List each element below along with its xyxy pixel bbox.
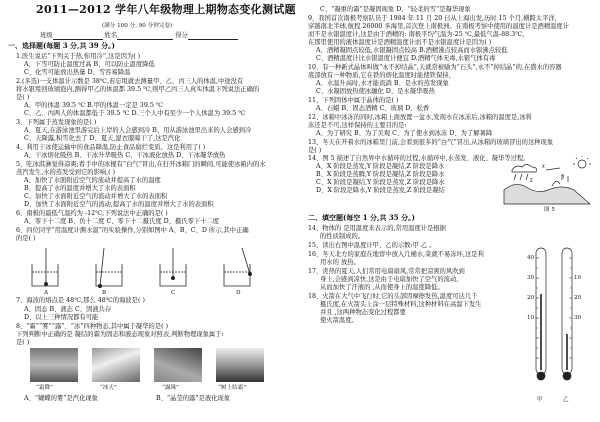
fill-question-18-cont: 摄氏度,在火箭头上涂一层特殊材料,这种材料在高温下发生 bbox=[320, 301, 482, 308]
question-13: 12、冰箱中冰冻的同时,冰箱上面放置一盆水,发现水在冰冻后,冰箱的温度是,冰将 bbox=[308, 114, 532, 121]
question-9-option-b: B、“晶莹的露”是液化现象 bbox=[156, 395, 231, 402]
photo-caption-1: “霜降” bbox=[36, 385, 53, 391]
question-5-option-d: D、加快了水面附近空气的流动,提高了水的温度并增大了水的表面积 bbox=[24, 201, 214, 208]
name-field[interactable] bbox=[117, 33, 173, 40]
question-4-options: A、干冰熔化吸热 B、干冰升华吸热 C、干冰液化放热 D、干冰凝华放热 bbox=[24, 152, 226, 159]
fill-question-17-cont2: 从而加快了汗液的 ,从而使身上的温度降低。 bbox=[320, 284, 444, 291]
fill-question-17-cont: 身上,会感到凉快,这是由于电扇加快了空气的流动, bbox=[320, 276, 459, 283]
question-15-option-c: C、X 阶段是凝结,Y 阶段是蒸发,Z 阶段是降水 bbox=[316, 179, 445, 186]
therm-b-tick-1: 10 bbox=[574, 275, 582, 281]
fill-question-18: 18、火箭在大气中飞行时,它的头部因摩擦发热,温度可达几千 bbox=[308, 293, 478, 300]
photo-frost bbox=[30, 348, 78, 382]
exam-title: 2011—2012 学年八年级物理上期物态变化测试题 bbox=[36, 3, 296, 16]
question-6-options: A、零下十二度 B、负十二度 C、零下十二摄氏度 D、摄氏零下十二度 bbox=[24, 218, 220, 225]
question-9-cont: 下列判断中正确的是 凝结的霜为固态和液态现象对照表,判断物理现象属于: bbox=[16, 331, 224, 338]
figure-label-d: D bbox=[236, 290, 241, 296]
therm-b-tick-2: 20 bbox=[574, 295, 582, 301]
student-info-line bbox=[40, 32, 238, 40]
question-15: 14、图 5 描述了自然界中水循环的过程,水循环中,水蒸发、液化、凝华等过程, bbox=[308, 155, 526, 162]
question-8-options-abc: A、固态 B、液态 C、固液共存 bbox=[24, 306, 112, 313]
photo-ice bbox=[92, 348, 140, 382]
question-2-cont: 将水银甩回玻璃泡内,测得甲乙的体温都 39.5 ℃,则甲乙丙三人真实体温下列说法正确的 bbox=[16, 86, 260, 93]
question-11-cont: 底部放有一种物质,它在铁的熔化温度时能使铁保持, bbox=[308, 72, 451, 79]
score-label: 得分 bbox=[175, 32, 188, 39]
question-12-options: A、石蜡 B、固态酒精 C、玻璃 D、松香 bbox=[316, 105, 430, 112]
question-2: 2.(多选)一支体温计示数是 38℃,若忘甩就去测量甲、乙、丙三人的体温,中途没有 bbox=[16, 78, 244, 85]
photo-caption-2: “冰天” bbox=[100, 385, 117, 391]
figure-label-c: C bbox=[171, 290, 176, 296]
question-1-options-cd: C、化雪可能放出热量 D、雪容易降温 bbox=[24, 69, 131, 76]
question-12: 11、下列固体中属于晶体的是( ) bbox=[308, 97, 399, 104]
question-13-options: A、为了研究 B、为了美观 C、为了使水到冰冻 D、为了解暑降 bbox=[316, 130, 493, 137]
question-9-cont2: 是( ) bbox=[16, 339, 30, 346]
fill-question-14-cont: 的性质制成的。 bbox=[320, 233, 365, 240]
therm-a-tick-3: 20 bbox=[527, 295, 535, 301]
question-9: 8、“霜”“雾”“露”、“冰”四种物态,其中属于凝华的是( ) bbox=[16, 323, 169, 330]
class-field[interactable] bbox=[53, 33, 103, 40]
question-10: 9、我国首次南极考察队员于 1984 年 11 月 20 日从上海出发,历时 15 个月,横跨太平洋, bbox=[308, 15, 557, 22]
therm-a-tick-1: 40 bbox=[527, 255, 535, 261]
question-7: 6、四位同学“用温度计测水温”的实验操作,分别如图中 A、B、C、D 所示,其中正确 bbox=[16, 227, 249, 234]
question-11-options-cd: C、水凝固放热使冰融化 D、是水凝华吸热 bbox=[316, 88, 435, 95]
therm-b-tick-3: 30 bbox=[574, 315, 582, 321]
name-label: 姓名 bbox=[104, 32, 118, 39]
question-2-options-cd: C、乙、丙两人的体温都低于 39.5 ℃ D.三个人中有至少一个人体温为 39.5 ℃ bbox=[24, 110, 246, 117]
section-1-heading: 一、选择题(每题 3 分,共 39 分。) bbox=[8, 41, 115, 50]
question-2-options-ab: A、甲的体温 39.5 ℃ B.甲的体温一定是 39.5 ℃ bbox=[24, 102, 163, 109]
question-8-option-d: D、以上三种情况都有可能 bbox=[24, 314, 99, 321]
question-1: 1.医生说话“下列关于热,你用冷”,这是因为( ) bbox=[16, 53, 141, 60]
question-3-options-ab: A、夏天,在游泳池里游完后上岸的人会感到冷 B、用从游泳池里出来的人会感到冷 bbox=[24, 127, 252, 134]
question-15-option-d: D、X 阶段是降水,Y 阶段是蒸发,Z 阶段是凝结 bbox=[316, 187, 445, 194]
question-9-option-a: A、“蝴蝶的雾”是汽化现象 bbox=[24, 395, 98, 402]
section-2-heading: 二、填空题(每空 1 分,共 35 分。) bbox=[308, 213, 415, 222]
question-3: 3、下列属于蒸发现象的是( ) bbox=[16, 119, 97, 126]
svg-text:Y: Y bbox=[562, 174, 565, 179]
fill-question-14: 14、物体的 是用温度来表示的,常用温度计是根据 bbox=[308, 225, 446, 232]
photo-caption-4: “树上结霜” bbox=[218, 385, 247, 391]
question-10-cont2: 而不是水银温度计,这是由于酒精的: 南极平均气温为-25 ℃,最低气温-88.3℃, bbox=[308, 31, 525, 38]
question-5-cont: 蒸汽发生,水的蒸发受到它的影响,( ) bbox=[16, 169, 116, 176]
question-10-options-cd: C、酒精温度计比水银温度计便宜 D.酒精气体无毒,水银气体有毒 bbox=[316, 55, 496, 62]
photo-dew bbox=[154, 348, 202, 382]
photo-caption-3: “露珠” bbox=[162, 385, 179, 391]
question-14: 13、冬天在开着水的冰箱里门前,会看到很多的“白气”冒出,从冰箱的玻璃冒出的这种现象 bbox=[308, 139, 554, 146]
svg-text:X: X bbox=[542, 164, 545, 169]
question-4: 4、利用干冰使运输中的食品降温,防止食品腐烂变质。这是利用了( ) bbox=[16, 144, 206, 151]
therm-a-tick-2: 30 bbox=[527, 275, 535, 281]
question-10-options-ab: A、酒精凝固点较低,水银凝固点较高 B.酒精沸点较高而水银沸点较低 bbox=[316, 47, 508, 54]
question-11: 10、有一种新式晶体叫做“永不掉结晶”,天就常被喻为“石头”,永不“掉结晶”的,在盛水的容器 bbox=[308, 64, 562, 71]
figure-5-label: 图 5 bbox=[544, 207, 555, 213]
question-2-cont2: 是( ) bbox=[16, 94, 30, 101]
water-cycle-figure bbox=[502, 156, 594, 206]
question-1-options-ab: A、下雪可防止温度过高 B、可以防止温度降低 bbox=[24, 61, 155, 68]
therm-a-tick-4: 10 bbox=[527, 315, 535, 321]
question-10-cont3: 在那里使用的液体温度计是酒精温度计而不是水银温度计是因为( ) bbox=[308, 39, 492, 46]
question-5: 5、吃冰淇淋觉得凉爽;看手中的冰棍有“白气”冒出,在打开冰箱门的瞬间,可能使冰箱内的水 bbox=[16, 161, 266, 168]
question-13-cont: 冻还是不可,这样保持的主要目的是: bbox=[308, 122, 407, 129]
question-5-option-b: B、提高了水的温度并增大了水的表面积 bbox=[24, 185, 136, 192]
question-15-option-b: B、X 阶段是蒸腾,Y 阶段是凝结,Z 阶段是降水 bbox=[316, 171, 445, 178]
question-7-cont: 的是( ) bbox=[16, 235, 36, 242]
thermometer-usage-figure bbox=[24, 244, 284, 296]
question-9-options-cd: C、“凝重的霜”是凝固现象 D、“轻柔的雪”是凝华现象 bbox=[320, 6, 471, 13]
figure-label-b: B bbox=[102, 290, 107, 296]
therm-label-b: 乙 bbox=[563, 397, 569, 403]
fill-question-15: 15、读出右图中温度计甲、乙的示数:甲 乙 。 bbox=[308, 242, 436, 249]
fill-question-16-cont: 用水的 放热。 bbox=[320, 259, 360, 266]
fill-question-16: 16、冬天北方的家庭在地窖中放入几桶水,菜就不易冻坏,这是利 bbox=[308, 251, 484, 258]
question-5-option-c: C、加快了水面附近空气的流动并增大了水的表面积 bbox=[24, 193, 168, 200]
question-8: 7、海波的熔点是 48℃,那么 48℃的海波是( ) bbox=[16, 297, 145, 304]
question-11-options-ab: A、水温升高时,水才能流淌 B、是水的蒸发现象 bbox=[316, 80, 449, 87]
question-3-options-cd: C、天降露,积雪化去了 D、夏天,湿衣服晾干了,这是汽化 bbox=[24, 135, 181, 142]
exam-subtitle: (满分 100 分, 90 分钟完卷) bbox=[102, 23, 173, 29]
question-10-cont: 穿越南北半球,航程 26000 多海里,首次登上南极洲。在南极考察中使用的温度计是酒精温度计 bbox=[308, 23, 570, 30]
figure-label-a: A bbox=[44, 290, 49, 296]
svg-text:Z: Z bbox=[530, 178, 533, 183]
class-label: 班级 bbox=[40, 32, 53, 39]
question-14-cont: 是( ) bbox=[308, 147, 322, 154]
photo-frost-tree bbox=[216, 348, 264, 382]
fill-question-17: 17、炎热的夏天,人们常用电扇扇风,常常把凉爽的风吹到 bbox=[308, 268, 465, 275]
therm-label-a: 甲 bbox=[537, 397, 543, 403]
fill-question-18-cont3: 使火箭温度。 bbox=[320, 317, 358, 324]
question-5-option-a: A、加快了水面附近空气的流动并提高了水的温度 bbox=[24, 177, 161, 184]
question-15-option-a: A、X 阶段是蒸发,Y 阶段是凝结,Z 阶段是降水 bbox=[316, 163, 445, 170]
fill-question-18-cont2: 并且 ,这两种物态变化过程都要 bbox=[320, 309, 406, 316]
question-6: 6、南极的最低气温约为 -12℃,下列说法中正确的是( ) bbox=[16, 210, 168, 217]
score-field[interactable] bbox=[188, 33, 238, 40]
